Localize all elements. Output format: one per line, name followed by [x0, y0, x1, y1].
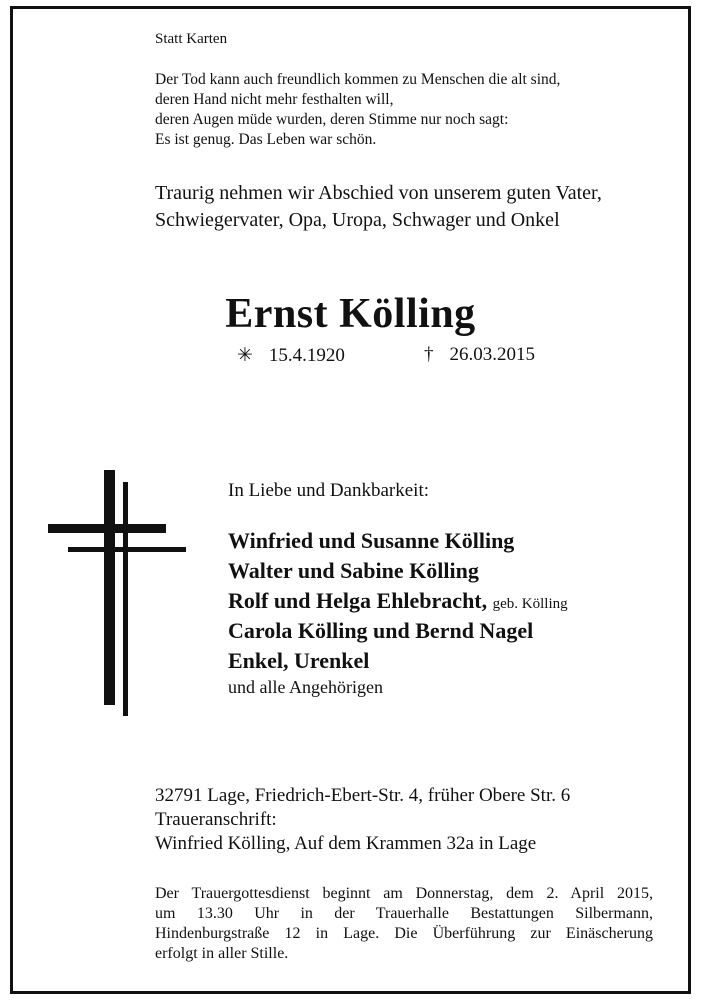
poem-line: Der Tod kann auch freundlich kommen zu Menschen die alt sind,: [155, 71, 561, 88]
poem: [155, 70, 560, 150]
mourner-family: Winfried und Susanne Kölling: [228, 528, 515, 553]
poem-line: Es ist genug. Das Leben war schön.: [155, 131, 377, 148]
service-line: um 13.30 Uhr in der Trauerhalle Bestattungen Silbermann,: [155, 905, 653, 922]
mourner-family-name: Rolf und Helga Ehlebracht,: [228, 588, 488, 613]
deceased-name: Ernst Kölling: [225, 291, 476, 337]
maiden-name: geb. Kölling: [492, 596, 568, 612]
service-line: Der Trauergottesdienst beginnt am Donnerstag, dem 2. April 2015,: [155, 885, 653, 902]
mourner-family: Enkel, Urenkel: [228, 648, 370, 673]
mourners-intro: In Liebe und Dankbarkeit:: [228, 480, 430, 501]
intro-line: Traurig nehmen wir Abschied von unserem guten Vater,: [155, 182, 602, 204]
poem-line: deren Augen müde wurden, deren Stimme nur noch sagt:: [155, 111, 509, 128]
service-notice: [155, 884, 653, 964]
death-date: [424, 344, 535, 366]
memorial-cross-icon: [48, 470, 188, 720]
mourning-address-label: Traueranschrift:: [155, 809, 277, 830]
farewell-intro: [155, 180, 602, 234]
service-line: erfolgt in aller Stille.: [155, 945, 289, 962]
mourner-family: Carola Kölling und Bernd Nagel: [228, 618, 534, 643]
residence-address: 32791 Lage, Friedrich-Ebert-Str. 4, früher Obere Str. 6: [155, 785, 571, 806]
death-date-value: 26.03.2015: [449, 344, 535, 365]
birth-date: [237, 344, 345, 367]
relatives-line: und alle Angehörigen: [228, 677, 383, 697]
mourner-family: Walter und Sabine Kölling: [228, 558, 479, 583]
poem-line: deren Hand nicht mehr festhalten will,: [155, 91, 394, 108]
birth-star-icon: ✳: [237, 345, 253, 366]
mourning-address: Winfried Kölling, Auf dem Krammen 32a in Lage: [155, 833, 537, 854]
intro-line: Schwiegervater, Opa, Uropa, Schwager und Onkel: [155, 209, 560, 231]
service-line: Hindenburgstraße 12 in Lage. Die Überführung zur Einäscherung: [155, 925, 653, 942]
death-cross-icon: †: [424, 344, 434, 365]
mourner-family: [228, 588, 568, 614]
statt-karten-label: Statt Karten: [155, 31, 228, 47]
birth-date-value: 15.4.1920: [268, 345, 345, 366]
